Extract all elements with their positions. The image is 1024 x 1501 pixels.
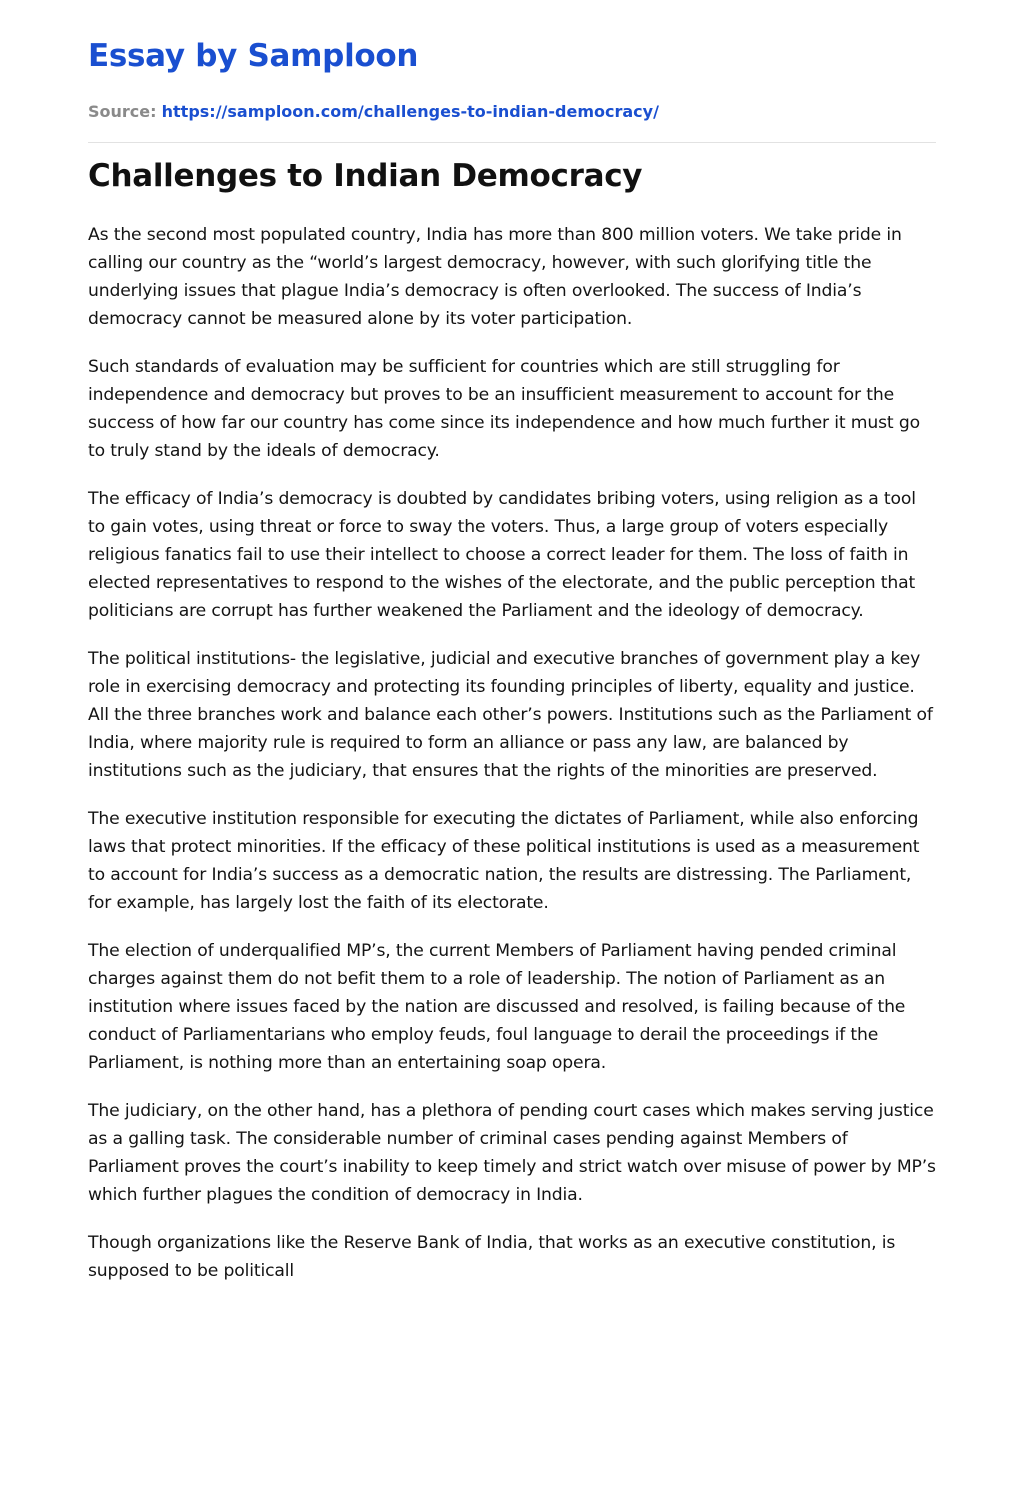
essay-paragraph: The efficacy of India’s democracy is doubted by candidates bribing voters, using religion as a tool to gain votes, using threat or force to sway the voters. Thus, a large group of voters especially religious fanatics fail to use their intellect to choose a correct leader for them. The loss of faith in elected representatives to respond to the wishes of the electorate, and the public perception that politicians are corrupt has further weakened the Parliament and the ideology of democracy. — [88, 489, 916, 621]
essay-paragraph: As the second most populated country, India has more than 800 million voters. We take pride in calling our country as the “world’s largest democracy, however, with such glorifying title the underlying issues that plague India’s democracy is often overlooked. The success of India’s democracy cannot be measured alone by its voter participation. — [88, 225, 902, 329]
essay-paragraph: Such standards of evaluation may be sufficient for countries which are still struggling for independence and democracy but proves to be an insufficient measurement to account for the success of how far our country has come since its independence and how much further it must go to truly stand by the ideals of democracy. — [88, 357, 920, 461]
essay-paragraph: The election of underqualified MP’s, the current Members of Parliament having pended criminal charges against them do not befit them to a role of leadership. The notion of Parliament as an institution where issues faced by the nation are discussed and resolved, is failing because of the conduct of Parliamentarians who employ feuds, foul language to derail the proceedings if the Parliament, is nothing more than an entertaining soap opera. — [88, 941, 906, 1073]
source-line — [88, 100, 659, 124]
essay-content — [88, 34, 936, 1281]
essay-title: Challenges to Indian Democracy — [88, 158, 643, 194]
source-link[interactable]: https://samploon.com/challenges-to-indian-democracy/ — [161, 102, 659, 121]
essay-paragraph: Though organizations like the Reserve Bank of India, that works as an executive constitution, is supposed to be politicall — [88, 1233, 896, 1281]
site-brand-title: Essay by Samploon — [88, 38, 419, 74]
header-divider — [88, 142, 936, 143]
source-label: Source: — [88, 102, 157, 121]
essay-paragraph: The executive institution responsible for executing the dictates of Parliament, while also enforcing laws that protect minorities. If the efficacy of these political institutions is used as a measurement to account for India’s success as a democratic nation, the results are distressing. The Parliament, for example, has largely lost the faith of its electorate. — [88, 809, 920, 913]
essay-body — [88, 221, 936, 1305]
essay-paragraph: The judiciary, on the other hand, has a plethora of pending court cases which makes serving justice as a galling task. The considerable number of criminal cases pending against Members of Parliament proves the court’s inability to keep timely and strict watch over misuse of power by MP’s which further plagues the condition of democracy in India. — [88, 1101, 936, 1205]
essay-paragraph: The political institutions- the legislative, judicial and executive branches of government play a key role in exercising democracy and protecting its founding principles of liberty, equality and justice. All the three branches work and balance each other’s powers. Institutions such as the Parliament of India, where majority rule is required to form an alliance or pass any law, are balanced by institutions such as the judiciary, that ensures that the rights of the minorities are preserved. — [88, 649, 933, 781]
